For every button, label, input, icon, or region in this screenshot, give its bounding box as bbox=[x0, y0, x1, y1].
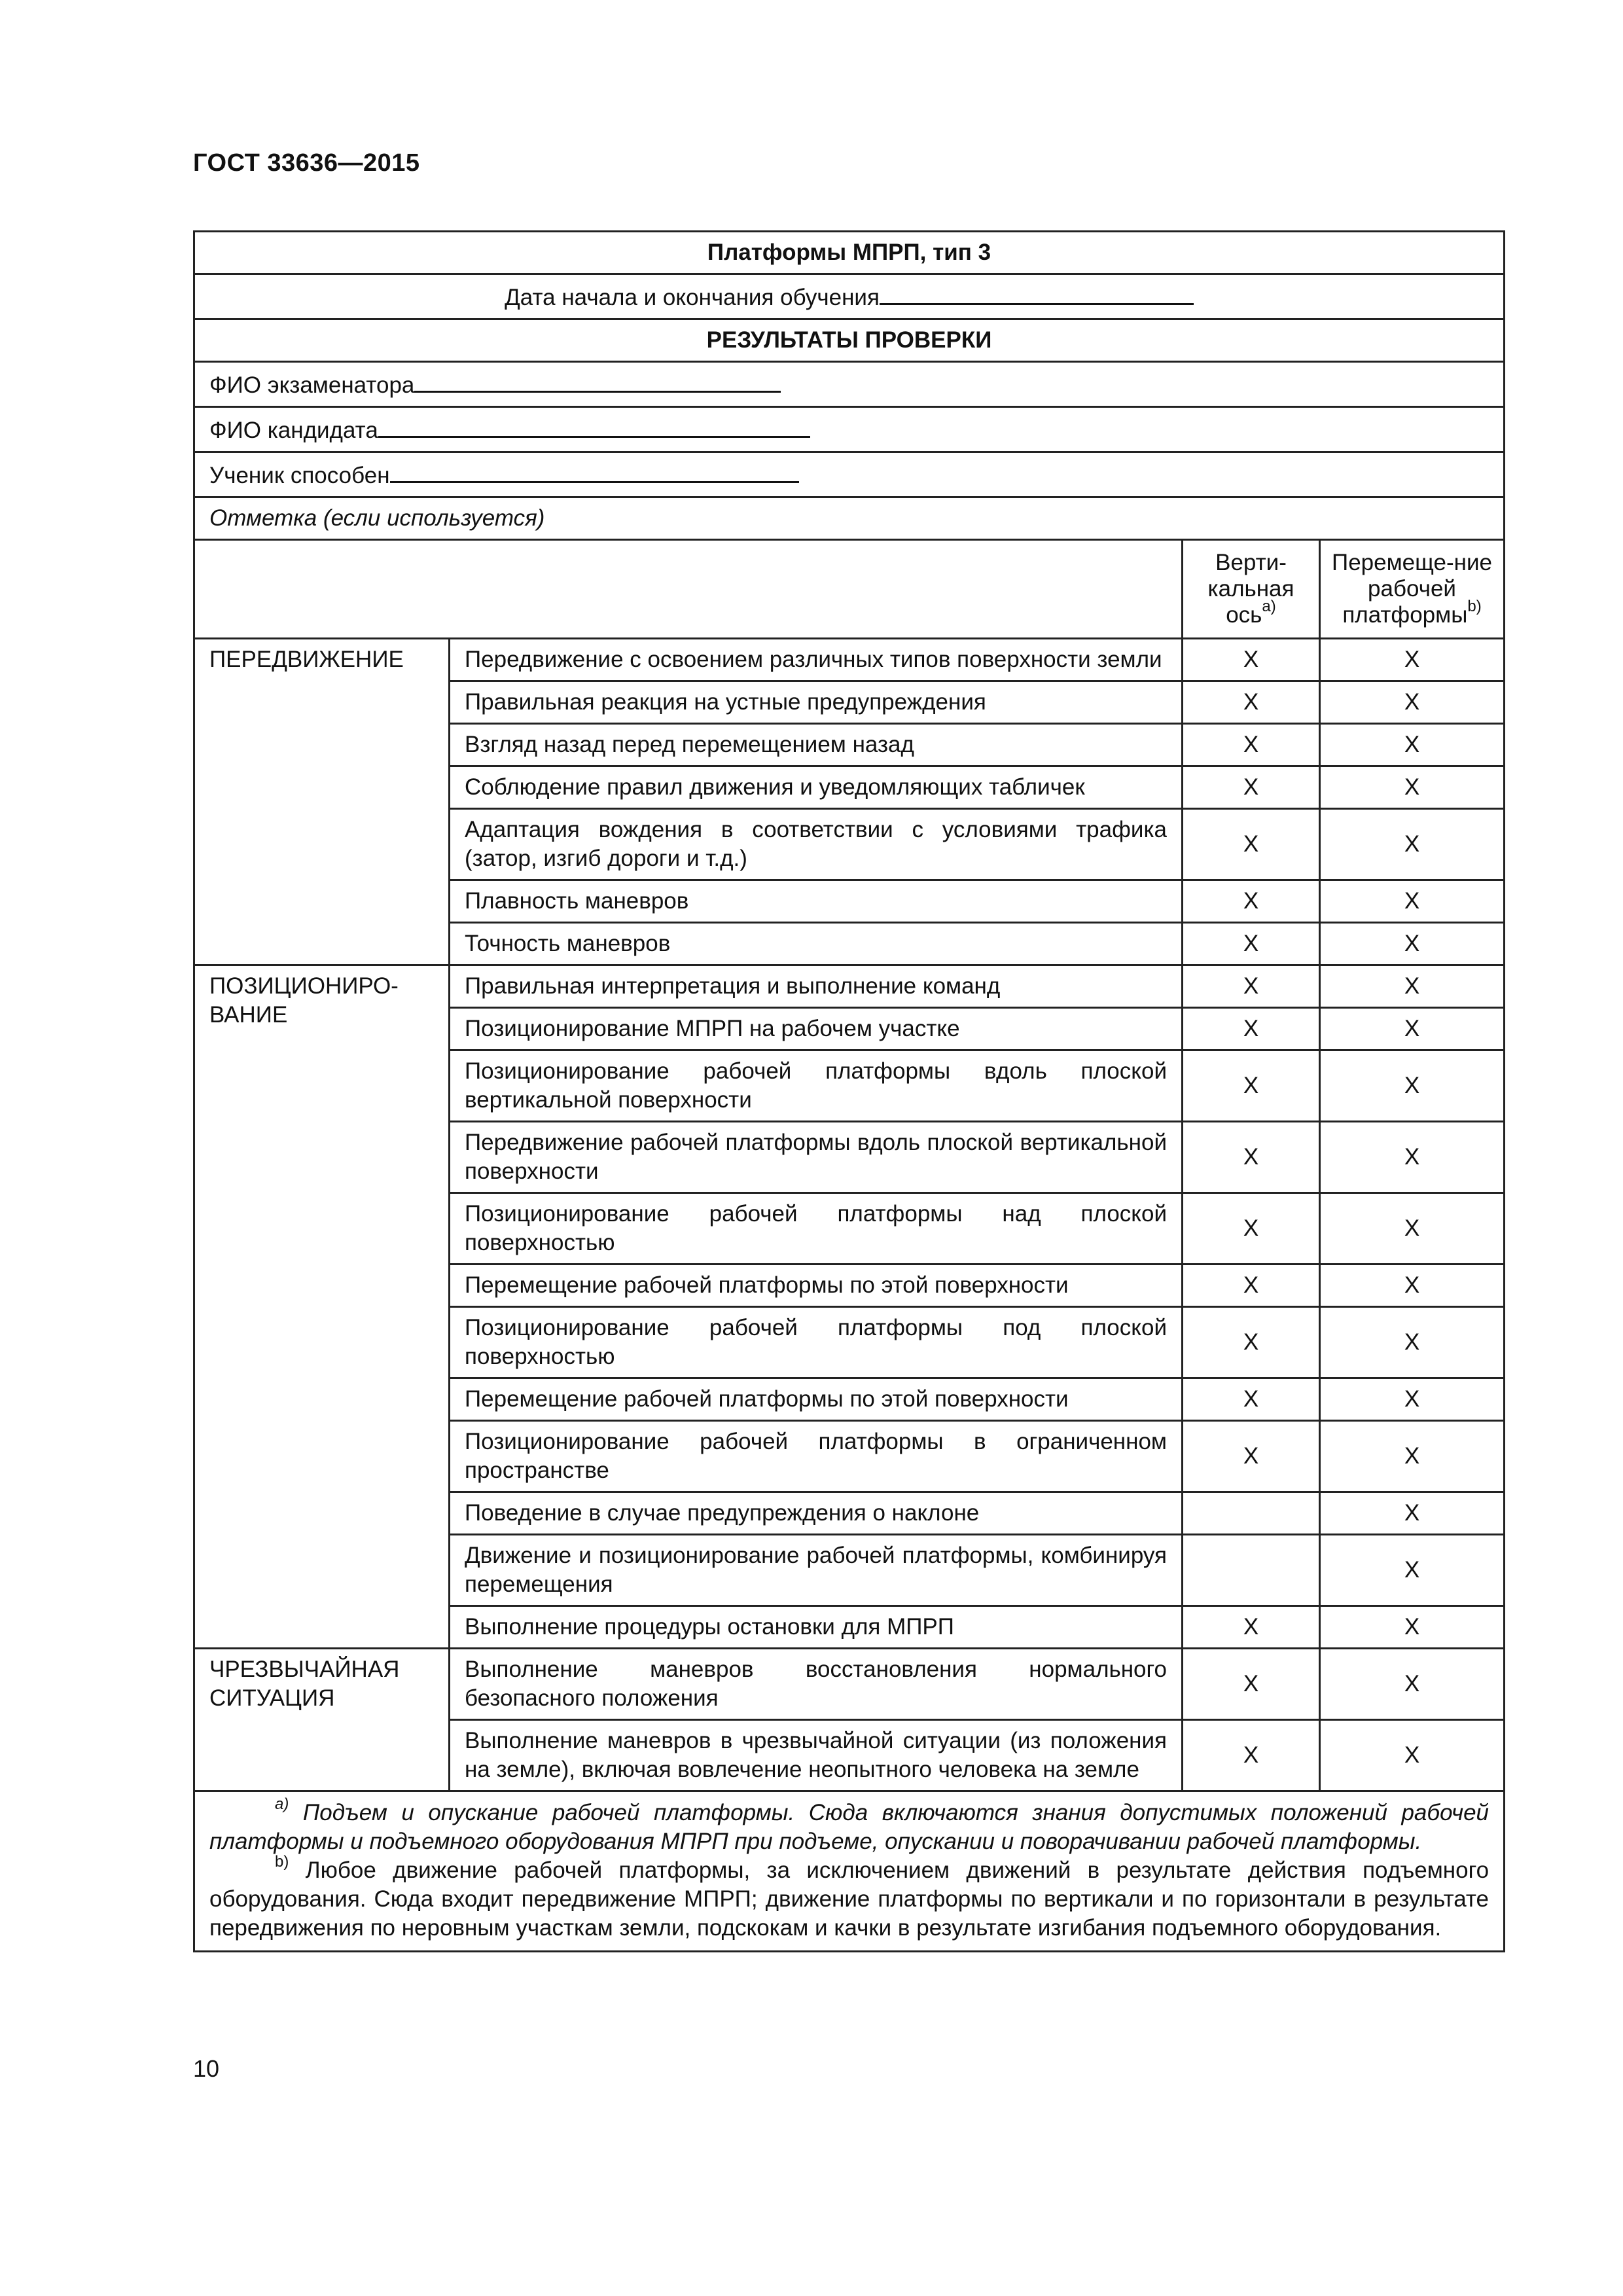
platform-move-mark: X bbox=[1320, 880, 1505, 923]
skill-text: Выполнение процедуры остановки для МПРП bbox=[450, 1606, 1183, 1649]
vertical-axis-mark: X bbox=[1183, 1265, 1320, 1307]
vertical-axis-mark bbox=[1183, 1492, 1320, 1535]
column-header-platform bbox=[1320, 540, 1505, 639]
candidate-label: ФИО кандидата bbox=[209, 418, 378, 443]
examiner-label: ФИО экзаменатора bbox=[209, 372, 415, 398]
results-title-row bbox=[194, 319, 1505, 362]
platform-move-mark: X bbox=[1320, 1378, 1505, 1421]
table-row bbox=[194, 639, 1505, 681]
platform-move-mark: X bbox=[1320, 1535, 1505, 1606]
training-dates-row bbox=[194, 274, 1505, 319]
platform-move-mark: X bbox=[1320, 724, 1505, 766]
document-header: ГОСТ 33636—2015 bbox=[193, 149, 420, 177]
vertical-axis-mark: X bbox=[1183, 965, 1320, 1008]
platform-move-mark: X bbox=[1320, 1649, 1505, 1720]
student-able-blank[interactable] bbox=[390, 459, 799, 483]
footnotes bbox=[194, 1791, 1505, 1952]
skill-text: Передвижение с освоением различных типов поверхности земли bbox=[450, 639, 1183, 681]
skill-text: Выполнение маневров восстановления нормального безопасного положения bbox=[450, 1649, 1183, 1720]
table-row bbox=[194, 965, 1505, 1008]
skill-text: Плавность маневров bbox=[450, 880, 1183, 923]
skill-text: Позиционирование МПРП на рабочем участке bbox=[450, 1008, 1183, 1050]
skill-text: Правильная интерпретация и выполнение команд bbox=[450, 965, 1183, 1008]
page-number: 10 bbox=[193, 2055, 220, 2082]
platform-move-mark: X bbox=[1320, 965, 1505, 1008]
platform-move-mark: X bbox=[1320, 1421, 1505, 1492]
vertical-axis-mark: X bbox=[1183, 880, 1320, 923]
platform-move-mark: X bbox=[1320, 1122, 1505, 1193]
column-platform-label: Перемеще-ние рабочей платформы bbox=[1332, 550, 1492, 628]
column-header-blank bbox=[194, 540, 1183, 639]
column-vertical-footnote-mark: а) bbox=[1262, 598, 1276, 616]
skill-text: Перемещение рабочей платформы по этой поверхности bbox=[450, 1265, 1183, 1307]
platform-move-mark: X bbox=[1320, 809, 1505, 880]
vertical-axis-mark: X bbox=[1183, 724, 1320, 766]
training-dates-blank[interactable] bbox=[880, 281, 1194, 305]
skill-text: Точность маневров bbox=[450, 923, 1183, 965]
mark-row bbox=[194, 497, 1505, 540]
vertical-axis-mark: X bbox=[1183, 1307, 1320, 1378]
platform-move-mark: X bbox=[1320, 923, 1505, 965]
platform-move-mark: X bbox=[1320, 1606, 1505, 1649]
student-able-row bbox=[194, 452, 1505, 497]
platform-move-mark: X bbox=[1320, 681, 1505, 724]
footnote-b-text: Любое движение рабочей платформы, за исключением движений в результате действия подъемного оборудования. Сюда входит передвижение МПРП; движение платформы по вертикали и по горизонтали в результате передвижения по неровным участкам земли, подскокам и качки в результате изгибания подъемного оборудования. bbox=[209, 1857, 1489, 1941]
footnote-a-text: Подъем и опускание рабочей платформы. Сюда включаются знания допустимых положений рабочей платформы и подъемного оборудования МПРП при подъеме, опускании и поворачивании рабочей платформы. bbox=[209, 1800, 1489, 1854]
platform-move-mark: X bbox=[1320, 1265, 1505, 1307]
vertical-axis-mark: X bbox=[1183, 766, 1320, 809]
skill-text: Передвижение рабочей платформы вдоль плоской вертикальной поверхности bbox=[450, 1122, 1183, 1193]
section-name: ПЕРЕДВИЖЕНИЕ bbox=[194, 639, 450, 965]
platform-move-mark: X bbox=[1320, 1720, 1505, 1791]
student-able-label: Ученик способен bbox=[209, 463, 390, 488]
skill-text: Движение и позиционирование рабочей платформы, комбинируя перемещения bbox=[450, 1535, 1183, 1606]
section-name: ЧРЕЗВЫЧАЙНАЯ СИТУАЦИЯ bbox=[194, 1649, 450, 1791]
column-vertical-label: Верти-кальная ось bbox=[1207, 550, 1294, 628]
platform-move-mark: X bbox=[1320, 1008, 1505, 1050]
mark-label: Отметка (если используется) bbox=[194, 497, 1505, 540]
table-row bbox=[194, 1649, 1505, 1720]
skill-text: Позиционирование рабочей платформы вдоль плоской вертикальной поверхности bbox=[450, 1050, 1183, 1122]
skill-text: Перемещение рабочей платформы по этой поверхности bbox=[450, 1378, 1183, 1421]
footnote-b-mark: b) bbox=[275, 1853, 289, 1871]
skill-text: Позиционирование рабочей платформы над плоской поверхностью bbox=[450, 1193, 1183, 1265]
vertical-axis-mark: X bbox=[1183, 1193, 1320, 1265]
footnote-b bbox=[209, 1853, 1489, 1943]
form-title: Платформы МПРП, тип 3 bbox=[194, 232, 1505, 274]
platform-move-mark: X bbox=[1320, 1492, 1505, 1535]
section-name: ПОЗИЦИОНИРО-ВАНИЕ bbox=[194, 965, 450, 1649]
vertical-axis-mark: X bbox=[1183, 1378, 1320, 1421]
skill-text: Соблюдение правил движения и уведомляющих табличек bbox=[450, 766, 1183, 809]
vertical-axis-mark: X bbox=[1183, 809, 1320, 880]
footnote-a-mark: а) bbox=[275, 1795, 289, 1814]
vertical-axis-mark bbox=[1183, 1535, 1320, 1606]
vertical-axis-mark: X bbox=[1183, 923, 1320, 965]
footnotes-row bbox=[194, 1791, 1505, 1952]
exam-results-table bbox=[193, 230, 1505, 1952]
footnote-a bbox=[209, 1795, 1489, 1856]
vertical-axis-mark: X bbox=[1183, 681, 1320, 724]
platform-move-mark: X bbox=[1320, 1307, 1505, 1378]
column-header-row bbox=[194, 540, 1505, 639]
skill-text: Выполнение маневров в чрезвычайной ситуации (из положения на земле), включая вовлечение неопытного человека на земле bbox=[450, 1720, 1183, 1791]
platform-move-mark: X bbox=[1320, 1193, 1505, 1265]
vertical-axis-mark: X bbox=[1183, 1122, 1320, 1193]
skill-text: Позиционирование рабочей платформы в ограниченном пространстве bbox=[450, 1421, 1183, 1492]
vertical-axis-mark: X bbox=[1183, 1008, 1320, 1050]
vertical-axis-mark: X bbox=[1183, 1720, 1320, 1791]
skill-text: Поведение в случае предупреждения о наклоне bbox=[450, 1492, 1183, 1535]
platform-move-mark: X bbox=[1320, 766, 1505, 809]
skill-text: Адаптация вождения в соответствии с условиями трафика (затор, изгиб дороги и т.д.) bbox=[450, 809, 1183, 880]
vertical-axis-mark: X bbox=[1183, 1649, 1320, 1720]
vertical-axis-mark: X bbox=[1183, 1050, 1320, 1122]
platform-move-mark: X bbox=[1320, 639, 1505, 681]
form-title-row bbox=[194, 232, 1505, 274]
skill-text: Позиционирование рабочей платформы под плоской поверхностью bbox=[450, 1307, 1183, 1378]
column-platform-footnote-mark: b) bbox=[1467, 598, 1482, 616]
skill-text: Правильная реакция на устные предупреждения bbox=[450, 681, 1183, 724]
column-header-vertical bbox=[1183, 540, 1320, 639]
vertical-axis-mark: X bbox=[1183, 639, 1320, 681]
examiner-row bbox=[194, 362, 1505, 407]
skill-text: Взгляд назад перед перемещением назад bbox=[450, 724, 1183, 766]
candidate-row bbox=[194, 407, 1505, 452]
training-dates-label: Дата начала и окончания обучения bbox=[505, 285, 880, 310]
platform-move-mark: X bbox=[1320, 1050, 1505, 1122]
vertical-axis-mark: X bbox=[1183, 1606, 1320, 1649]
vertical-axis-mark: X bbox=[1183, 1421, 1320, 1492]
candidate-blank[interactable] bbox=[378, 414, 810, 438]
results-title: РЕЗУЛЬТАТЫ ПРОВЕРКИ bbox=[194, 319, 1505, 362]
examiner-blank[interactable] bbox=[414, 368, 781, 393]
